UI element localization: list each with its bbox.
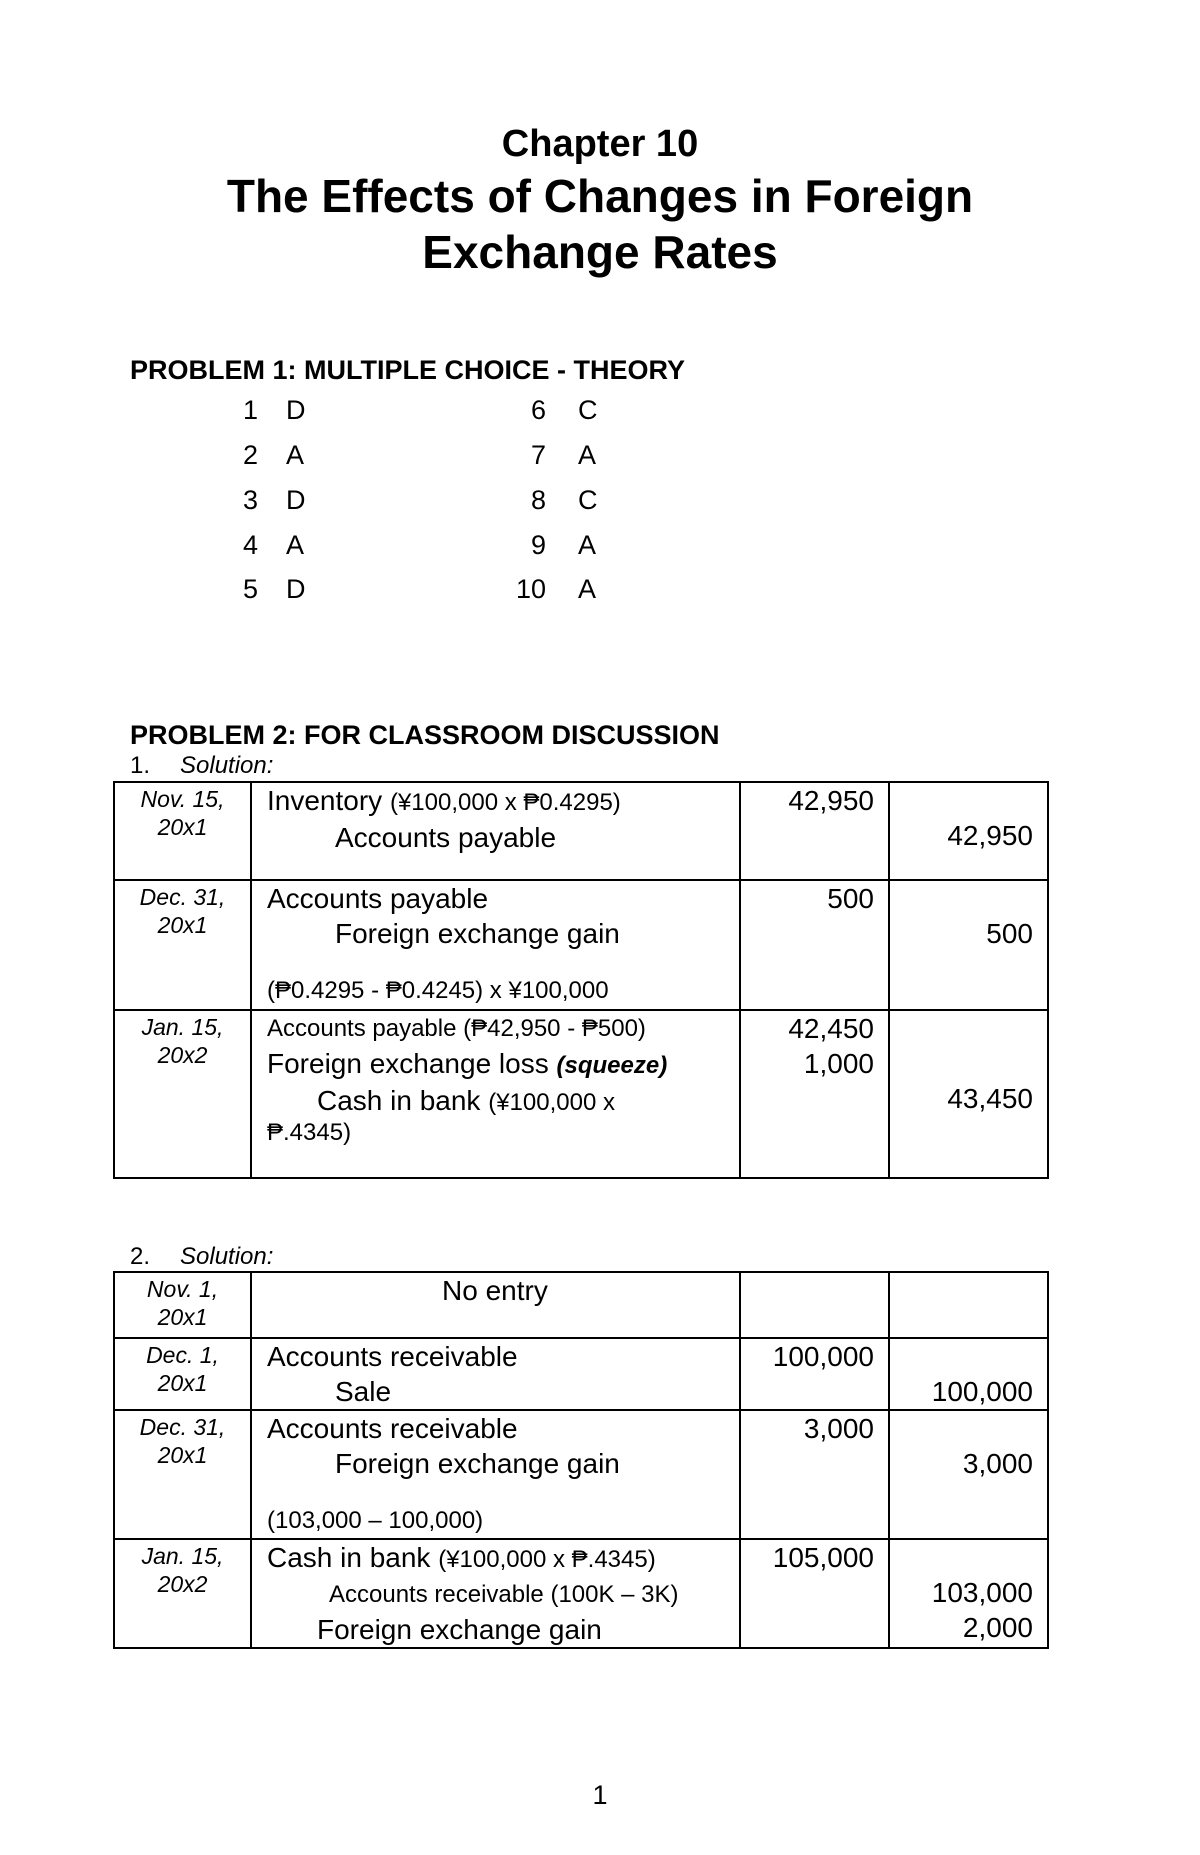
solution-number: 2. (130, 1243, 151, 1270)
problem2-heading: PROBLEM 2: FOR CLASSROOM DISCUSSION (130, 720, 720, 750)
credit-account: Accounts receivable (100K – 3K) (329, 1581, 679, 1608)
debit-account: Accounts receivable (267, 1341, 518, 1372)
journal-table-1 (113, 781, 1049, 1179)
credit-amount: 3,000 (889, 1410, 1048, 1539)
answer-number: 6 (530, 395, 546, 425)
answer-number: 3 (242, 485, 258, 515)
answer-number: 10 (515, 574, 546, 604)
credit-account: Cash in bank (317, 1085, 481, 1116)
credit-amount: 103,000 2,000 (889, 1539, 1048, 1648)
page-title (0, 168, 1200, 280)
title-line-2: Exchange Rates (422, 226, 778, 278)
debit-amount: 3,000 (740, 1410, 889, 1539)
answer-letter: A (578, 574, 597, 604)
debit-amount: 42,450 1,000 (740, 1010, 889, 1178)
solution-1-label (130, 752, 273, 780)
journal-entry (114, 1272, 1048, 1338)
chapter-label: Chapter 10 (501, 123, 699, 165)
credit-amount: 500 (889, 880, 1048, 1010)
debit-account: Accounts payable (₱42,950 - ₱500) (267, 1015, 646, 1042)
entry-accounts (251, 1010, 740, 1178)
entry-date: Jan. 15, 20x2 (114, 1539, 251, 1648)
credit-amount: 42,950 (889, 782, 1048, 880)
credit-account: Accounts payable (335, 822, 557, 853)
answer-letter: D (286, 485, 306, 515)
entry-accounts (251, 1539, 740, 1648)
journal-entry (114, 1410, 1048, 1539)
answer-number: 4 (242, 530, 258, 560)
squeeze-note: (squeeze) (556, 1052, 668, 1079)
page-number: 1 (592, 1780, 608, 1810)
solution-2-label (130, 1243, 273, 1271)
answer-number: 1 (242, 395, 258, 425)
entry-date: Nov. 1, 20x1 (114, 1272, 251, 1338)
entry-date: Dec. 31, 20x1 (114, 880, 251, 1010)
credit-amount: 100,000 (889, 1338, 1048, 1410)
journal-entry (114, 782, 1048, 880)
solution-number: 1. (130, 752, 151, 779)
credit-amount (889, 1272, 1048, 1338)
answer-number: 7 (530, 440, 546, 470)
answer-letter: A (286, 530, 305, 560)
computation-note: (¥100,000 x ₱0.4295) (389, 789, 621, 816)
debit-amount: 105,000 (740, 1539, 889, 1648)
credit-account: Foreign exchange gain (335, 1448, 620, 1479)
entry-accounts (251, 782, 740, 880)
debit-account: Accounts receivable (267, 1413, 518, 1444)
answer-letter: A (578, 440, 597, 470)
credit-account: Sale (335, 1376, 392, 1407)
answer-number: 8 (530, 485, 546, 515)
answer-letter: C (578, 485, 598, 515)
answer-number: 5 (242, 574, 258, 604)
journal-entry (114, 1010, 1048, 1178)
debit-amount: 100,000 (740, 1338, 889, 1410)
debit-account: Cash in bank (267, 1542, 431, 1573)
computation-note: (₱0.4295 - ₱0.4245) x ¥100,000 (267, 977, 609, 1004)
answer-number: 2 (242, 440, 258, 470)
debit-amount: 42,950 (740, 782, 889, 880)
debit-amount: 500 (740, 880, 889, 1010)
computation-note: (¥100,000 x ₱.4345) (438, 1546, 656, 1573)
credit-account: Foreign exchange gain (317, 1614, 602, 1645)
computation-note: (103,000 – 100,000) (267, 1507, 484, 1534)
entry-date: Dec. 1, 20x1 (114, 1338, 251, 1410)
entry-accounts (251, 1338, 740, 1410)
debit-account: Accounts payable (267, 883, 489, 914)
problem1-heading: PROBLEM 1: MULTIPLE CHOICE - THEORY (130, 355, 686, 385)
credit-amount: 43,450 (889, 1010, 1048, 1178)
credit-account: Foreign exchange gain (335, 918, 620, 949)
journal-entry (114, 1338, 1048, 1410)
entry-date: Nov. 15, 20x1 (114, 782, 251, 880)
entry-accounts (251, 1272, 740, 1338)
no-entry-text: No entry (442, 1275, 548, 1306)
answer-letter: A (578, 530, 597, 560)
computation-note: (¥100,000 x (488, 1089, 615, 1116)
journal-table-2 (113, 1271, 1049, 1649)
computation-note: ₱.4345) (267, 1119, 352, 1146)
entry-accounts (251, 880, 740, 1010)
answer-letter: C (578, 395, 598, 425)
entry-accounts (251, 1410, 740, 1539)
title-line-1: The Effects of Changes in Foreign (226, 170, 974, 222)
entry-date: Dec. 31, 20x1 (114, 1410, 251, 1539)
solution-text: Solution: (180, 752, 274, 779)
solution-text: Solution: (180, 1243, 274, 1270)
answer-letter: A (286, 440, 305, 470)
answer-number: 9 (530, 530, 546, 560)
journal-entry (114, 1539, 1048, 1648)
debit-account: Inventory (267, 785, 383, 816)
entry-date: Jan. 15, 20x2 (114, 1010, 251, 1178)
answer-letter: D (286, 574, 306, 604)
answer-letter: D (286, 395, 306, 425)
debit-account: Foreign exchange loss (267, 1048, 549, 1079)
debit-amount (740, 1272, 889, 1338)
journal-entry (114, 880, 1048, 1010)
